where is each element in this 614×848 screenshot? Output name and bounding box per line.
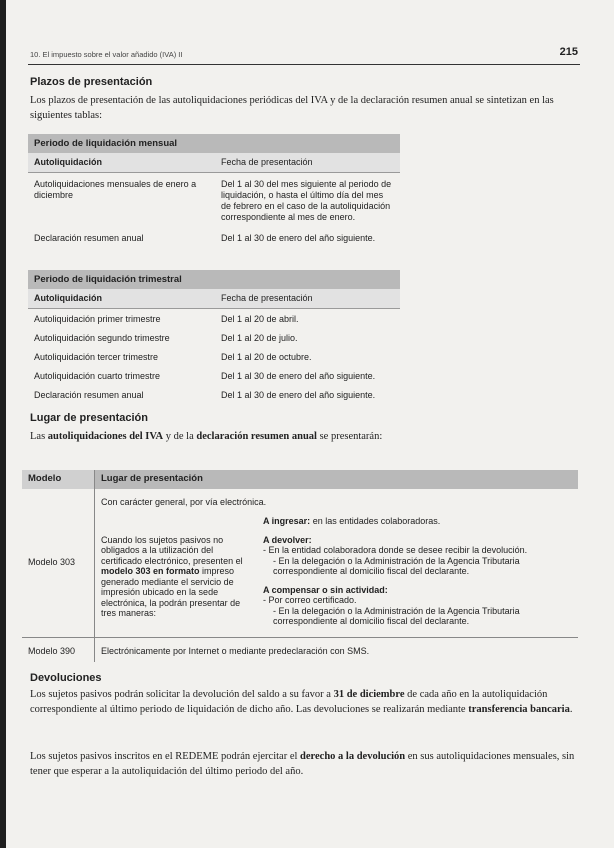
dev-p2-part: Los sujetos pasivos inscritos en el REDEME podrán ejercitar el	[30, 751, 301, 762]
devolver-item: - En la delegación o la Administración de la Agencia Tributaria correspondiente al domicilio fiscal del declarante.	[273, 555, 520, 576]
lugar-heading: Lugar de presentación	[30, 412, 148, 424]
m303-cond-part: impreso generado mediante el servicio de impresión ubicado en la sede electrónica, la podrán presentar de tres maneras:	[101, 566, 241, 619]
table-row	[22, 489, 578, 514]
dev-p1-bold: 31 de diciembre	[333, 689, 405, 700]
devolver-label: A devolver:	[263, 534, 312, 545]
page-number: 215	[559, 46, 578, 58]
ingresar-label: A ingresar:	[263, 516, 311, 526]
table-cell: Declaración resumen anual	[34, 390, 144, 400]
lugar-intro	[30, 430, 578, 445]
tabla-mensual-title: Periodo de liquidación mensual	[28, 134, 400, 153]
table-cell: Autoliquidación primer trimestre	[34, 314, 161, 324]
compensar-label: A compensar o sin actividad:	[263, 584, 388, 595]
table-row	[28, 226, 400, 247]
dev-p1-part: Los sujetos pasivos podrán solicitar la devolución del saldo a su favor a	[30, 689, 334, 700]
m303-general: Con carácter general, por vía electrónica.	[101, 496, 267, 507]
table-cell: Autoliquidación tercer trimestre	[34, 352, 159, 362]
tabla-mensual	[28, 134, 400, 247]
devolver-item: - En la entidad colaboradora donde se desee recibir la devolución.	[263, 545, 528, 555]
dev-p1-part: .	[569, 703, 573, 715]
m303-cond-bold: modelo 303 en formato	[101, 566, 200, 577]
tabla-trimestral	[28, 270, 400, 404]
table-row	[22, 513, 578, 637]
table-row	[28, 330, 400, 349]
compensar-item: - Por correo certificado.	[263, 595, 357, 605]
header-rule	[28, 64, 580, 65]
m303-conditions	[95, 513, 258, 637]
table-row	[22, 637, 578, 662]
table-row	[28, 368, 400, 387]
running-head: 10. El impuesto sobre el valor añadido (IVA) II	[30, 50, 183, 59]
lugar-intro-bold: autoliquidaciones del IVA	[47, 431, 164, 442]
devoluciones-p2	[30, 750, 578, 779]
m390-text: Electrónicamente por Internet o mediante predeclaración con SMS.	[101, 645, 370, 656]
m303-options	[257, 513, 578, 637]
table-cell: Del 1 al 30 del mes siguiente al periodo de liquidación, o hasta el último día del mes de febrero en el caso de la autoliquidación correspondiente al mes de enero.	[221, 179, 392, 222]
table-cell: Autoliquidación segundo trimestre	[34, 333, 170, 343]
dev-p2-bold: derecho a la devolución	[300, 751, 406, 762]
compensar-item: - En la delegación o la Administración de la Agencia Tributaria correspondiente al domicilio fiscal del declarante.	[273, 605, 520, 626]
page-header	[30, 46, 578, 62]
tabla-trimestral-col2: Fecha de presentación	[215, 289, 400, 309]
m303-cond-part: Cuando los sujetos pasivos no obligados a la utilización del certificado electrónico, presenten el	[101, 534, 243, 566]
option-ingresar	[263, 516, 572, 527]
table-cell: Autoliquidación cuarto trimestre	[34, 371, 161, 381]
table-cell: Del 1 al 30 de enero del año siguiente.	[221, 233, 376, 243]
plazos-intro: Los plazos de presentación de las autoliquidaciones periódicas del IVA y de la declaración resumen anual se sintetizan en las siguientes tablas:	[30, 95, 554, 121]
tabla-mensual-col2: Fecha de presentación	[215, 153, 400, 173]
table-cell: Del 1 al 20 de octubre.	[221, 352, 312, 362]
ingresar-text: en las entidades colaboradoras.	[310, 516, 441, 526]
tabla-trimestral-title: Periodo de liquidación trimestral	[28, 270, 400, 289]
modelo-390-label: Modelo 390	[22, 637, 95, 662]
table-cell: Del 1 al 30 de enero del año siguiente.	[221, 390, 376, 400]
lugar-intro-part: y de la	[163, 431, 197, 442]
table-cell: Del 1 al 30 de enero del año siguiente.	[221, 371, 376, 381]
tabla-lugar-col-lugar: Lugar de presentación	[95, 470, 579, 489]
modelo-303-label: Modelo 303	[22, 489, 95, 638]
table-cell: Autoliquidaciones mensuales de enero a diciembre	[34, 179, 197, 200]
table-cell: Del 1 al 20 de julio.	[221, 333, 298, 343]
binding-shadow	[0, 0, 6, 848]
tabla-lugar	[22, 470, 578, 662]
dev-p1-part: de cada año en la autoliquidación correspondiente al último periodo de liquidación de dicho año. Las devoluciones se realizarán mediante	[30, 689, 548, 715]
devoluciones-p1	[30, 688, 578, 717]
table-row	[28, 309, 400, 331]
tabla-mensual-col1: Autoliquidación	[28, 153, 215, 173]
plazos-heading: Plazos de presentación	[30, 76, 153, 88]
lugar-intro-part: se presentarán:	[316, 431, 383, 442]
table-row	[28, 387, 400, 404]
lugar-intro-bold: declaración resumen anual	[196, 431, 317, 442]
dev-p2-part: en sus autoliquidaciones mensuales, sin tener que esperar a la autoliquidación del último periodo del año.	[30, 751, 575, 777]
table-row	[28, 173, 400, 227]
devoluciones-heading: Devoluciones	[30, 672, 102, 684]
tabla-lugar-col-modelo: Modelo	[22, 470, 95, 489]
dev-p1-bold: transferencia bancaria	[468, 703, 570, 715]
table-cell: Del 1 al 20 de abril.	[221, 314, 299, 324]
tabla-trimestral-col1: Autoliquidación	[28, 289, 215, 309]
table-row	[28, 349, 400, 368]
table-cell: Declaración resumen anual	[34, 233, 144, 243]
lugar-intro-part: Las	[30, 431, 48, 442]
